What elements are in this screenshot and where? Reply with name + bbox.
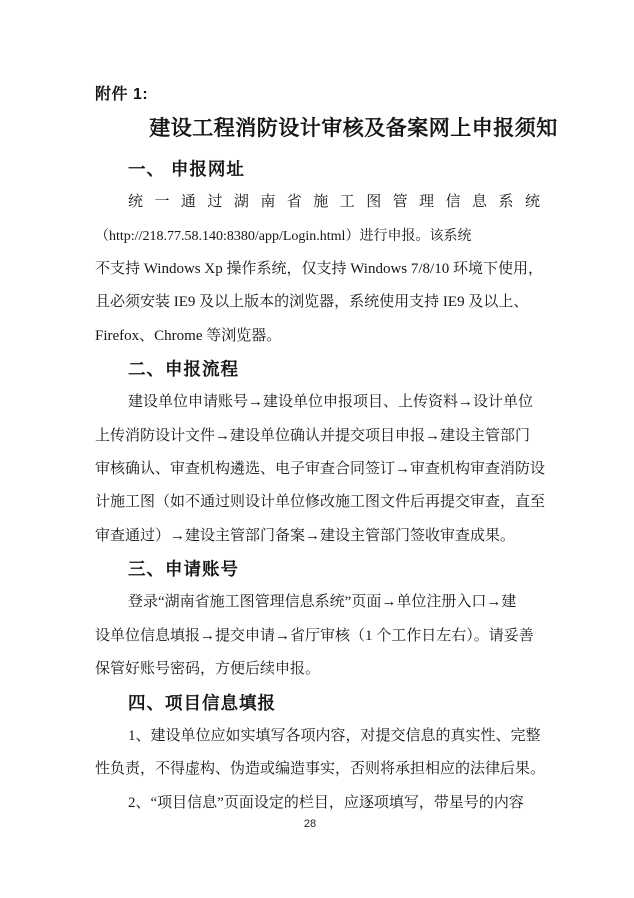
section-heading-project-info: 四、项目信息填报 xyxy=(128,692,276,713)
body-line: 不支持 Windows Xp 操作系统，仅支持 Windows 7/8/10 环境下使用， xyxy=(95,261,543,278)
body-line: 登录“湖南省施工图管理信息系统”页面→单位注册入口→建 xyxy=(128,594,517,611)
body-line: 统一通过湖南省施工图管理信息系统 xyxy=(128,194,540,211)
body-line: 上传消防设计文件→建设单位确认并提交项目申报→建设主管部门 xyxy=(95,427,531,444)
body-line: 保管好账号密码，方便后续申报。 xyxy=(95,661,321,678)
body-line: 建设单位申请账号→建设单位申报项目、上传资料→设计单位 xyxy=(128,394,534,411)
section-heading-application-process: 二、申报流程 xyxy=(128,359,239,380)
body-line: 且必须安装 IE9 及以上版本的浏览器，系统使用支持 IE9 及以上、 xyxy=(95,294,529,311)
body-line: 性负责，不得虚构、伪造或编造事实，否则将承担相应的法律后果。 xyxy=(95,761,546,778)
body-line: 1、建设单位应如实填写各项内容，对提交信息的真实性、完整 xyxy=(128,727,541,744)
body-line: 2、“项目信息”页面设定的栏目，应逐项填写，带星号的内容 xyxy=(128,794,524,811)
body-line: 审查通过）→建设主管部门备案→建设主管部门签收审查成果。 xyxy=(95,527,516,544)
body-line: 审核确认、审查机构遴选、电子审查合同签订→审查机构审查消防设 xyxy=(95,461,546,478)
body-line: Firefox、Chrome 等浏览器。 xyxy=(95,327,282,344)
section-heading-account-request: 三、申请账号 xyxy=(128,559,239,580)
document-title: 建设工程消防设计审核及备案网上申报须知 xyxy=(149,117,558,140)
attachment-label: 附件 1: xyxy=(95,86,149,103)
body-line-url: （http://218.77.58.140:8380/app/Login.html）进行申报。该系统 xyxy=(95,228,472,244)
document-body xyxy=(95,153,546,820)
page-number: 28 xyxy=(303,818,317,830)
body-line: 计施工图（如不通过则设计单位修改施工图文件后再提交审查，直至 xyxy=(95,494,546,511)
section-heading-application-url: 一、 申报网址 xyxy=(128,159,245,179)
body-line: 设单位信息填报→提交申请→省厅审核（1 个工作日左右）。请妥善 xyxy=(95,627,534,644)
